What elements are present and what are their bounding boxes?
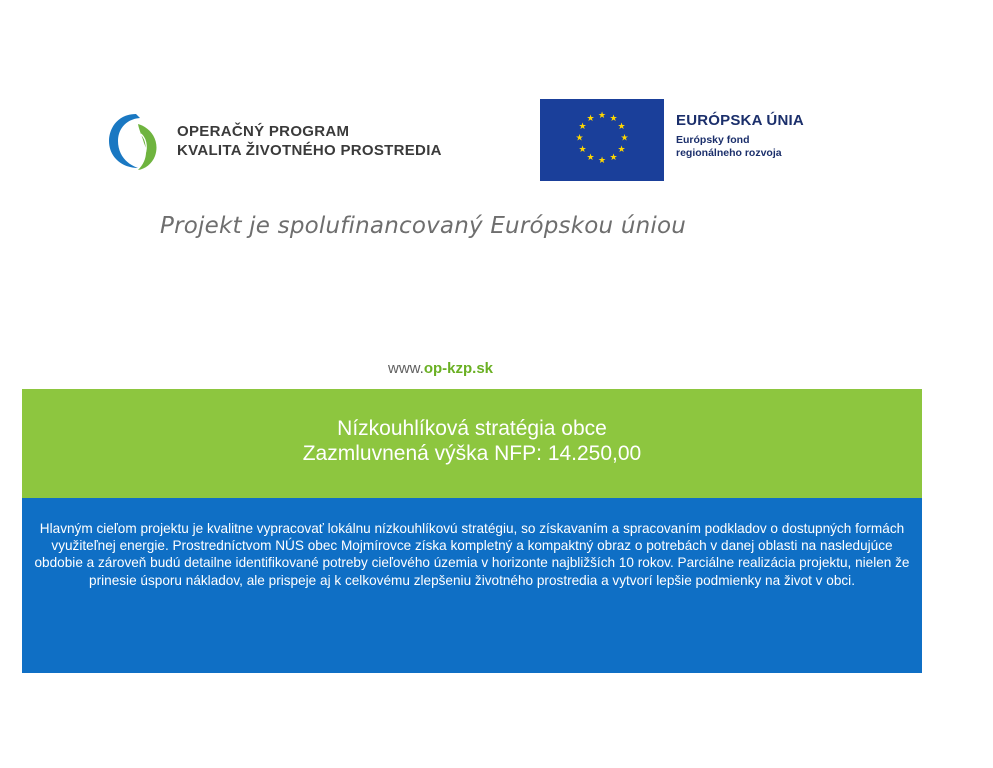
website-link[interactable] — [388, 360, 493, 377]
svg-text:★: ★ — [578, 145, 587, 155]
eu-title: EURÓPSKA ÚNIA — [676, 112, 804, 129]
eu-fund-line1: Európsky fond — [676, 134, 750, 146]
op-kzp-logo — [105, 110, 442, 172]
project-description-band — [22, 498, 922, 673]
svg-text:★: ★ — [609, 114, 618, 124]
svg-text:★: ★ — [617, 145, 626, 155]
eu-flag-icon — [540, 99, 664, 181]
svg-text:★: ★ — [617, 122, 626, 132]
eu-text — [676, 112, 804, 160]
svg-text:★: ★ — [620, 133, 629, 144]
svg-text:★: ★ — [586, 114, 595, 124]
eu-fund-line2: regionálneho rozvoja — [676, 147, 782, 159]
website-domain: op-kzp.sk — [423, 360, 494, 377]
project-title: Nízkouhlíková stratégia obce — [337, 417, 607, 440]
svg-text:★: ★ — [597, 156, 607, 166]
project-title-band — [22, 389, 922, 498]
project-description: Hlavným cieľom projektu je kvalitne vypracovať lokálnu nízkouhlíkovú stratégiu, so získavaním a spracovaním podkladov o dostupných formách využiteľnej energie. Prostredníctvom NÚS obec Mojmírovce získa kompletný a kompaktný obraz o potrebách v danej oblasti na nasledujúce obdobie a zároveň budú detailne identifikované potreby cieľového územia v horizonte najbližších 10 rokov. Parciálne realizácia projektu, nielen že prinesie úsporu nákladov, ale prispeje aj k celkovému zlepšeniu životného prostredia a vytvorí lepšie podmienky na život v obci. — [34, 521, 910, 588]
svg-text:★: ★ — [586, 153, 595, 163]
eu-fund — [676, 134, 804, 160]
website-prefix: www. — [388, 360, 424, 377]
eu-logo — [540, 99, 804, 181]
svg-text:★: ★ — [597, 111, 607, 121]
project-funding-amount: Zazmluvnená výška NFP: 14.250,00 — [302, 442, 642, 465]
op-logo-line2: KVALITA ŽIVOTNÉHO PROSTREDIA — [177, 142, 442, 159]
svg-text:★: ★ — [575, 133, 584, 144]
op-logo-line1: OPERAČNÝ PROGRAM — [177, 123, 350, 140]
svg-text:★: ★ — [578, 122, 587, 132]
cofinanced-text: Projekt je spolufinancovaný Európskou úniou — [160, 213, 687, 239]
op-kzp-logo-text — [177, 122, 442, 160]
svg-text:★: ★ — [609, 153, 618, 163]
leaf-swirl-logo-icon — [105, 110, 167, 172]
